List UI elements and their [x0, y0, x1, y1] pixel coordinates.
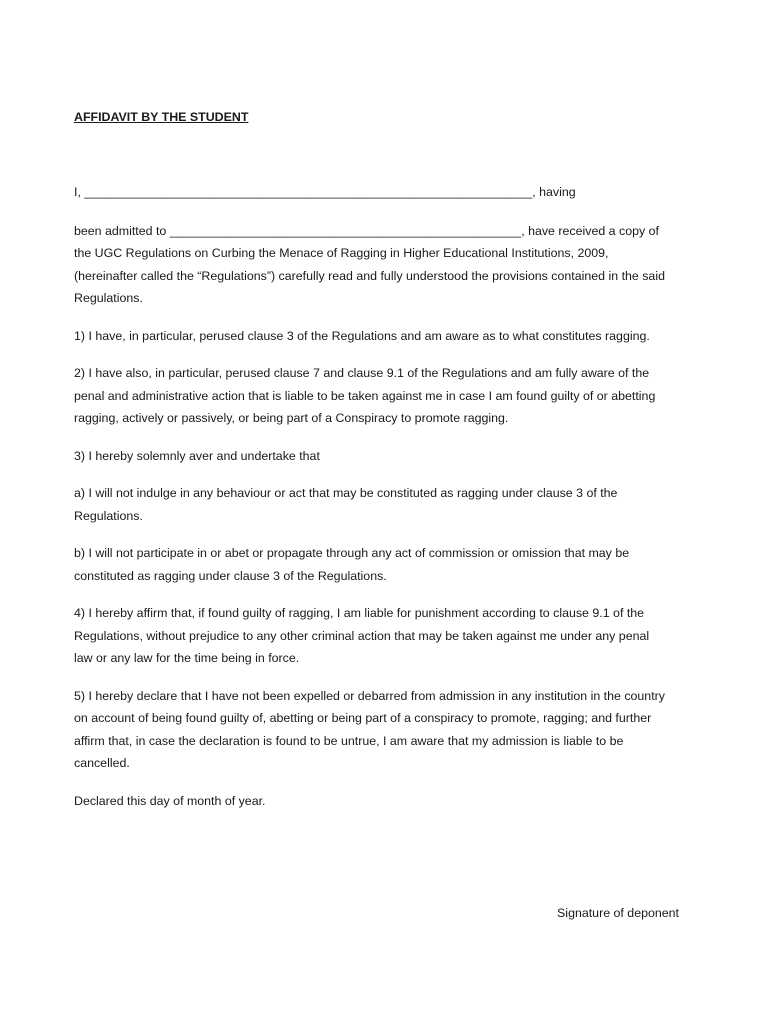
intro-name-line: I, _________________________________________________________________, having — [74, 185, 576, 199]
clause-3 — [74, 445, 694, 468]
declaration-line: Declared this day of month of year. — [74, 793, 266, 808]
clause-3a-line: a) I will not indulge in any behaviour or act that may be constituted as ragging under clause 3 of the — [74, 486, 618, 500]
clause-5-line: 5) I hereby declare that I have not been expelled or debarred from admission in any institution in the country — [74, 688, 665, 703]
clause-5-line: on account of being found guilty of, abetting or being part of a conspiracy to promote, ragging; and further — [74, 711, 652, 725]
clause-5 — [74, 685, 694, 775]
clause-4-line: 4) I hereby affirm that, if found guilty of ragging, I am liable for punishment according to clause 9.1 of the — [74, 606, 645, 620]
document-title: AFFIDAVIT BY THE STUDENT — [74, 110, 249, 124]
clause-2-line: ragging, actively or passively, or being part of a Conspiracy to promote ragging. — [74, 411, 509, 425]
clause-2-line: 2) I have also, in particular, perused clause 7 and clause 9.1 of the Regulations and am fully aware of the — [74, 366, 650, 380]
intro-paragraph — [74, 220, 694, 310]
clause-3-line: 3) I hereby solemnly aver and undertake that — [74, 448, 320, 463]
clause-1-line: 1) I have, in particular, perused clause 3 of the Regulations and am aware as to what constitutes ragging. — [74, 328, 650, 343]
intro-line: the UGC Regulations on Curbing the Menace of Ragging in Higher Educational Institutions, 2009, — [74, 246, 609, 260]
clause-5-line: affirm that, in case the declaration is found to be untrue, I am aware that my admission is liable to be — [74, 733, 624, 748]
clause-3a-line: Regulations. — [74, 508, 143, 523]
signature-label: Signature of deponent — [557, 906, 679, 920]
clause-4-line: law or any law for the time being in force. — [74, 651, 300, 665]
intro-line: (hereinafter called the “Regulations”) carefully read and fully understood the provisions contained in the said — [74, 268, 665, 283]
intro-line: been admitted to ___________________________________________________, have received a copy of — [74, 223, 659, 238]
document-body — [74, 108, 694, 812]
clause-4-line: Regulations, without prejudice to any other criminal action that may be taken against me under any penal — [74, 628, 650, 643]
intro-line: Regulations. — [74, 291, 143, 305]
clause-3a — [74, 482, 694, 527]
clause-4 — [74, 602, 694, 670]
clause-2-line: penal and administrative action that is liable to be taken against me in case I am found guilty of or abetting — [74, 388, 656, 403]
clause-3b-line: b) I will not participate in or abet or propagate through any act of commission or omission that may be — [74, 546, 630, 560]
clause-3b-line: constituted as ragging under clause 3 of the Regulations. — [74, 568, 387, 583]
clause-5-line: cancelled. — [74, 756, 130, 770]
clause-3b — [74, 542, 694, 587]
clause-2 — [74, 362, 694, 430]
clause-1 — [74, 325, 694, 348]
